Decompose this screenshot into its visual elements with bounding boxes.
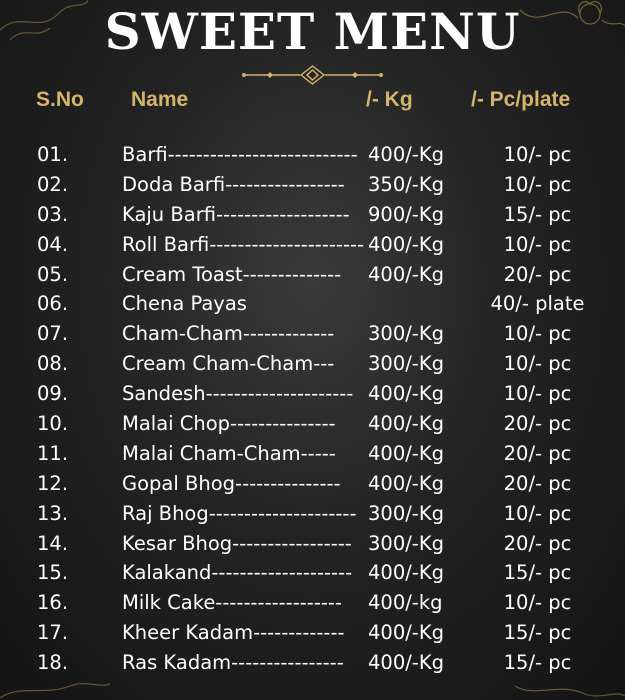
row-price-kg: 400/-Kg [368,232,444,256]
menu-row [0,439,625,469]
menu-row [0,289,625,319]
row-name: Ras Kadam---------------- [122,651,344,675]
row-price-kg: 300/-Kg [368,322,444,346]
menu-row [0,409,625,439]
row-name: Malai Cham-Cham----- [122,441,336,465]
row-price-pc: 15/- pc [503,202,572,226]
row-name: Barfi--------------------------- [122,143,358,166]
row-sno: 05. [37,262,69,286]
row-price-pc: 10/- pc [503,172,572,196]
row-sno: 15. [37,561,69,585]
row-price-kg: 400/-Kg [368,441,444,465]
row-price-pc: 10/- pc [503,232,572,256]
header-pc-plate: /- Pc/plate [471,88,571,111]
row-price-kg: 300/-Kg [368,352,444,376]
row-price-kg: 400/-Kg [368,143,444,166]
menu-row [0,469,625,499]
row-price-pc: 20/- pc [503,471,572,495]
row-sno: 06. [37,292,69,316]
row-name: Cream Toast-------------- [122,262,342,286]
menu-title: SWEET MENU [104,2,521,61]
row-name: Milk Cake------------------ [122,591,342,615]
menu-row [0,529,625,559]
row-price-kg: 400/-kg [368,591,443,615]
menu-row [0,558,625,588]
menu-row [0,319,625,349]
row-sno: 16. [37,591,69,615]
row-name: Gopal Bhog--------------- [122,471,341,495]
row-name: Doda Barfi----------------- [122,172,345,196]
menu-row [0,648,625,678]
row-price-pc: 20/- pc [503,441,572,465]
row-price-kg: 400/-Kg [368,561,444,585]
row-price-kg: 300/-Kg [368,531,444,555]
row-price-pc: 20/- pc [503,262,572,286]
menu-row [0,379,625,409]
row-price-kg: 400/-Kg [368,621,444,645]
row-name: Kalakand-------------------- [122,561,353,585]
header-name: Name [131,88,189,111]
floral-corner-icon [515,680,625,700]
header-sno: S.No [36,88,84,111]
row-price-kg: 900/-Kg [368,202,444,226]
row-sno: 08. [37,352,69,376]
row-price-pc: 40/- plate [490,292,585,316]
row-sno: 14. [37,531,69,555]
menu-row [0,170,625,200]
row-sno: 01. [37,143,69,166]
row-sno: 13. [37,501,69,525]
row-price-kg: 400/-Kg [368,382,444,406]
floral-corner-icon [0,680,110,700]
row-sno: 09. [37,382,69,406]
row-name: Kheer Kadam------------- [122,621,345,645]
row-price-kg: 400/-Kg [368,651,444,675]
row-name: Kesar Bhog----------------- [122,531,352,555]
row-price-kg: 300/-Kg [368,501,444,525]
menu-row [0,499,625,529]
row-price-pc: 10/- pc [503,322,572,346]
menu-row [0,140,625,170]
row-sno: 11. [37,441,69,465]
menu-row [0,230,625,260]
row-price-pc: 15/- pc [503,561,572,585]
row-price-pc: 10/- pc [503,352,572,376]
row-name: Kaju Barfi------------------- [122,202,350,226]
row-price-kg: 350/-Kg [368,172,444,196]
row-sno: 07. [37,322,69,346]
row-price-pc: 10/- pc [503,382,572,406]
row-name: Raj Bhog--------------------- [122,501,357,525]
row-price-pc: 10/- pc [503,501,572,525]
row-sno: 04. [37,232,69,256]
menu-row [0,260,625,290]
menu-row [0,588,625,618]
header-kg: /- Kg [366,88,413,111]
row-price-kg: 400/-Kg [368,471,444,495]
ornamental-divider-icon [240,64,385,86]
row-name: Cham-Cham------------- [122,322,335,346]
row-price-pc: 15/- pc [503,621,572,645]
row-price-pc: 10/- pc [503,143,572,166]
row-sno: 03. [37,202,69,226]
row-name: Roll Barfi---------------------- [122,232,365,256]
row-price-pc: 10/- pc [503,591,572,615]
menu-row [0,618,625,648]
row-price-kg: 400/-Kg [368,262,444,286]
row-price-pc: 20/- pc [503,531,572,555]
menu-list [0,140,625,678]
menu-row [0,349,625,379]
row-name: Sandesh--------------------- [122,382,354,406]
row-price-pc: 15/- pc [503,651,572,675]
row-sno: 02. [37,172,69,196]
row-sno: 12. [37,471,69,495]
row-sno: 10. [37,412,69,436]
row-price-kg: 400/-Kg [368,412,444,436]
row-sno: 17. [37,621,69,645]
row-price-pc: 20/- pc [503,412,572,436]
menu-row [0,200,625,230]
row-name: Chena Payas [122,292,247,316]
row-name: Cream Cham-Cham--- [122,352,335,376]
row-sno: 18. [37,651,69,675]
row-name: Malai Chop--------------- [122,412,336,436]
